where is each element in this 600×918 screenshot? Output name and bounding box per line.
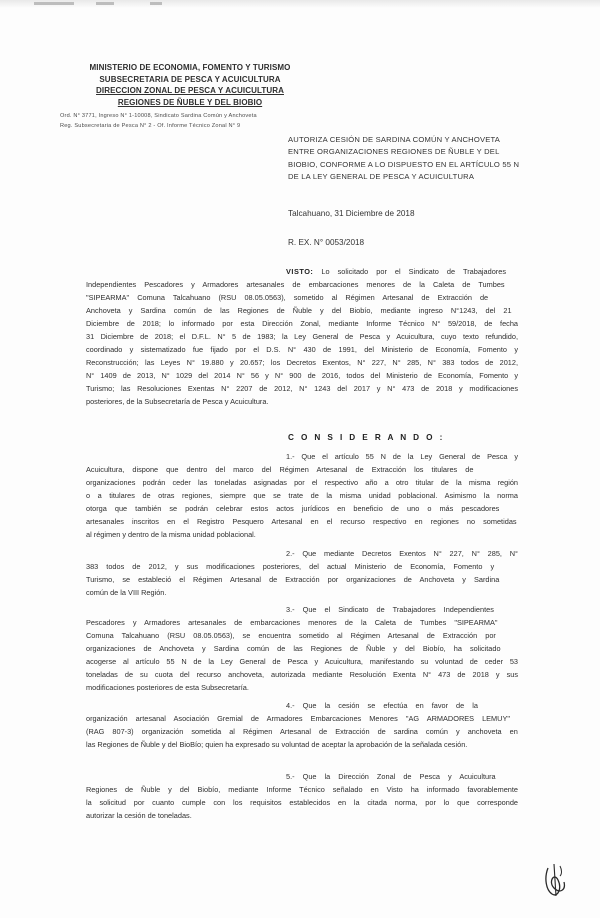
considerando-line: (RAG 807-3) organización sometida al Régimen Artesanal de Extracción de sardina común y anchoveta en xyxy=(86,727,518,736)
considerando-line: Regiones de Ñuble y del Biobío, mediante Informe Técnico señalado en Visto ha informado favorablemente xyxy=(86,785,518,794)
place-date: Talcahuano, 31 Diciembre de 2018 xyxy=(288,209,415,218)
considerando-line: 4.- Que la cesión se efectúa en favor de la xyxy=(286,701,478,710)
considerando-line: las Regiones de Ñuble y del BioBío; quien ha expresado su voluntad de aceptar la aprobación de la señalada cesión. xyxy=(86,740,468,749)
considerando-item-4 xyxy=(86,699,518,751)
visto-section xyxy=(86,265,518,408)
considerando-line: al régimen y dentro de la misma unidad poblacional. xyxy=(86,530,256,539)
considerando-line: autorizar la cesión de toneladas. xyxy=(86,811,192,820)
considerando-line: 383 todos de 2012, y sus modificaciones posteriores, del actual Ministerio de Economía, Fomento y xyxy=(86,562,495,571)
visto-line: Independientes Pescadores y Armadores artesanales de embarcaciones menores de la Caleta de Tumbes xyxy=(86,280,505,289)
scan-edge xyxy=(0,0,600,8)
visto-line: Diciembre de 2018; lo informado por esta Dirección Zonal, mediante Informe Técnico N° 59/2018, de fecha xyxy=(86,319,518,328)
considerando-line: otorga que también se podrán celebrar estos actos jurídicos en beneficio de uno o más pescadores xyxy=(86,504,500,513)
considerando-line: Turismo, se estableció el Régimen Artesanal de Extracción por organizaciones de Anchoveta y Sardina xyxy=(86,575,500,584)
considerando-line: acogerse al artículo 55 N de la Ley General de Pesca y Acuicultura, manifestando su voluntad de ceder 53 xyxy=(86,657,518,666)
considerando-line: la solicitud por cuanto cumple con los requisitos establecidos en la citada norma, por lo que corresponde xyxy=(86,798,518,807)
considerando-line: común de la VIII Región. xyxy=(86,588,167,597)
header-subsecretaria: SUBSECRETARIA DE PESCA Y ACUICULTURA xyxy=(99,74,281,84)
considerando-item-1 xyxy=(86,450,518,541)
considerando-line: toneladas de su cuota del recurso anchoveta, autorizada mediante Resolución Exenta N° 473 de 2018 y sus xyxy=(86,670,518,679)
visto-line: 31 Diciembre de 2018; el D.F.L. N° 5 de 1983; la Ley General de Pesca y Acuicultura, cuyo texto refundido, xyxy=(86,332,518,341)
considerando-line: 1.- Que el artículo 55 N de la Ley General de Pesca y xyxy=(286,452,518,461)
considerando-line: o a titulares de otras regiones, siempre que se trate de la misma unidad poblacional. Asimismo la norma xyxy=(86,491,518,500)
header-ministry: MINISTERIO DE ECONOMIA, FOMENTO Y TURISMO xyxy=(89,63,291,72)
ministry-header xyxy=(40,62,340,108)
header-reference-1: Ord. N° 3771, Ingreso N° 1-10008, Sindicato Sardina Común y Anchoveta xyxy=(60,113,257,119)
considerando-line: Pescadores y Armadores artesanales de embarcaciones menores de la Caleta de Tumbes "SIPEARMA" xyxy=(86,618,498,627)
resolution-number: R. EX. N° 0053/2018 xyxy=(288,238,365,247)
header-reference-2: Reg. Subsecretaria de Pesca N° 2 - Of. Informe Técnico Zonal N° 9 xyxy=(60,123,241,129)
visto-line: "SIPEARMA" Comuna Talcahuano (RSU 08.05.0563), sometido al Régimen Artesanal de Extracción de xyxy=(86,293,489,302)
considerando-line: organizaciones podrán ceder las toneladas asignadas por el respectivo año a otro titular de la misma región xyxy=(86,478,518,487)
considerando-line: 5.- Que la Dirección Zonal de Pesca y Acuicultura xyxy=(286,772,496,781)
visto-label: VISTO: xyxy=(286,267,314,276)
considerando-line: 3.- Que el Sindicato de Trabajadores Independientes xyxy=(286,605,494,614)
visto-line: N° 1409 de 2013, N° 1029 del 2014 N° 56 y N° 900 de 2016, todos del Ministerio de Economía, Fomento y xyxy=(86,371,518,380)
considerando-line: organización artesanal Asociación Gremial de Armadores Embarcaciones Menores "AG ARMADORES LEMUY" xyxy=(86,714,510,723)
visto-line: Reconstrucción; las Leyes N° 19.880 y 20.657; los Decretos Exentos, N° 227, N° 285, N° 383 todos de 2012, xyxy=(86,358,518,367)
visto-line: Anchoveta y Sardina común de las Regiones de Ñuble y del Biobío, mediante ingreso N°1243, del 21 xyxy=(86,306,512,315)
header-direccion: DIRECCION ZONAL DE PESCA Y ACUICULTURA xyxy=(96,86,284,95)
considerando-item-3 xyxy=(86,603,518,694)
considerando-item-2 xyxy=(86,547,518,599)
considerando-line: artesanales inscritos en el Registro Pesquero Artesanal en el recurso respectivo en regiones no sometidas xyxy=(86,517,517,526)
considerando-line: modificaciones posteriores de esta Subsecretaría. xyxy=(86,683,249,692)
considerando-heading: C O N S I D E R A N D O : xyxy=(288,433,445,442)
visto-line: Lo solicitado por el Sindicato de Trabajadores xyxy=(321,267,507,276)
signature-initials-icon xyxy=(540,860,570,900)
considerando-line: organizaciones de Anchoveta y Sardina común de las Regiones de Ñuble y del Biobío, ha solicitado xyxy=(86,644,501,653)
considerando-line: 2.- Que mediante Decretos Exentos N° 227, N° 285, N° xyxy=(286,549,518,558)
considerando-line: Comuna Talcahuano (RSU 08.05.0563), se encuentra sometido al Régimen Artesanal de Extracción por xyxy=(86,631,496,640)
resolution-title: AUTORIZA CESIÓN DE SARDINA COMÚN Y ANCHOVETA ENTRE ORGANIZACIONES REGIONES DE ÑUBLE Y DEL BIOBIO, CONFORME A LO DISPUESTO EN EL ARTÍCULO 55 N DE LA LEY GENERAL DE PESCA Y ACUICULTURA xyxy=(288,135,520,182)
visto-line: Turismo; las Resoluciones Exentas N° 2207 de 2012, N° 1243 del 2017 y N° 473 de 2018 y modificaciones xyxy=(86,384,518,393)
header-regiones: REGIONES DE ÑUBLE Y DEL BIOBIO xyxy=(117,97,263,107)
considerando-line: Acuicultura, dispone que dentro del marco del Régimen Artesanal de Extracción los titulares de xyxy=(86,465,474,474)
visto-line: coordinado y sistematizado fue fijado por el D.S. N° 430 de 1991, del Ministerio de Economía, Fomento y xyxy=(86,345,518,354)
visto-line: posteriores, de la Subsecretaría de Pesca y Acuicultura. xyxy=(86,397,269,406)
considerando-item-5 xyxy=(86,770,518,822)
